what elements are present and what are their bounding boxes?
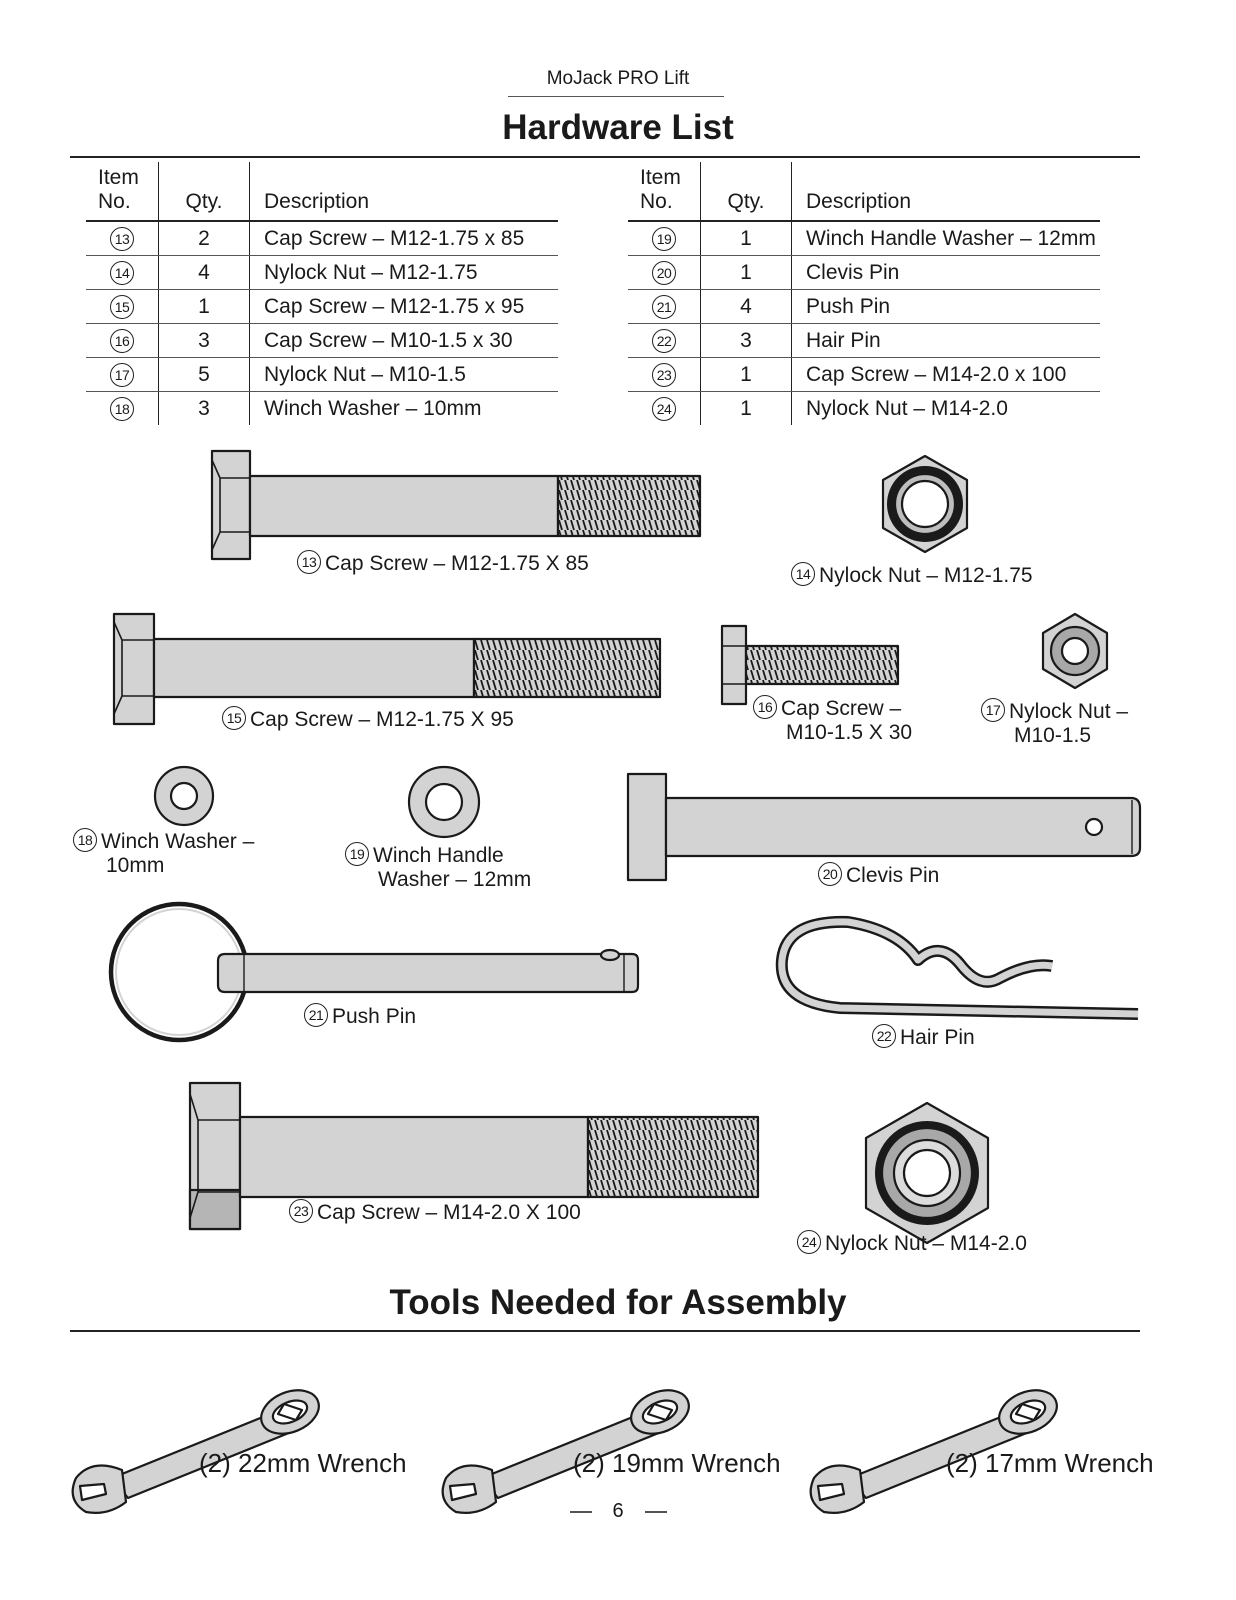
item-number-badge: 23 [652,363,676,387]
tools-title-rule [70,1330,1140,1332]
header-qty: Qty. [159,162,250,221]
qty-cell: 1 [701,392,792,426]
header-description: Description [792,162,1101,221]
qty-cell: 1 [701,358,792,392]
description-cell: Push Pin [792,290,1101,324]
qty-cell: 1 [701,256,792,290]
item-number-badge: 24 [652,397,676,421]
item-number-badge: 13 [110,227,134,251]
label-hair-pin-22: 22 Hair Pin [872,1026,975,1050]
header-item-no: Item No. [628,162,701,221]
qty-cell: 1 [701,221,792,256]
description-cell: Winch Handle Washer – 12mm [792,221,1101,256]
hardware-list-title: Hardware List [502,108,734,147]
description-cell: Winch Washer – 10mm [250,392,559,426]
description-cell: Clevis Pin [792,256,1101,290]
winch-washer-18-icon [155,767,213,825]
qty-cell: 3 [159,324,250,358]
nylock-nut-17-icon [1043,614,1107,688]
label-winch-washer-18: 18 Winch Washer – 10mm [73,830,254,878]
item-number-badge: 15 [110,295,134,319]
item-number-badge: 20 [652,261,676,285]
qty-cell: 2 [159,221,250,256]
running-title: MoJack PRO Lift [546,68,690,89]
hair-pin-22-icon [782,922,1138,1014]
description-cell: Cap Screw – M12-1.75 x 85 [250,221,559,256]
winch-handle-washer-19-icon [409,767,479,837]
nylock-nut-24-icon [866,1103,988,1243]
item-number-badge: 17 [110,363,134,387]
tool-label-19mm-wrench: (2) 19mm Wrench [573,1448,781,1478]
description-cell: Nylock Nut – M12-1.75 [250,256,559,290]
item-number-badge: 19 [652,227,676,251]
item-number-badge: 16 [110,329,134,353]
tool-label-17mm-wrench: (2) 17mm Wrench [946,1448,1154,1478]
cap-screw-13-icon [212,451,700,559]
label-cap-screw-13: 13 Cap Screw – M12-1.75 X 85 [297,552,589,576]
label-nylock-nut-17: 17 Nylock Nut – M10-1.5 [981,700,1128,748]
qty-cell: 5 [159,358,250,392]
qty-cell: 4 [159,256,250,290]
qty-cell: 1 [159,290,250,324]
description-cell: Nylock Nut – M10-1.5 [250,358,559,392]
description-cell: Nylock Nut – M14-2.0 [792,392,1101,426]
item-number-badge: 22 [652,329,676,353]
item-number-badge: 21 [652,295,676,319]
label-nylock-nut-14: 14 Nylock Nut – M12-1.75 [791,564,1033,588]
label-clevis-pin-20: 20 Clevis Pin [818,864,939,888]
description-cell: Hair Pin [792,324,1101,358]
label-cap-screw-15: 15 Cap Screw – M12-1.75 X 95 [222,708,514,732]
qty-cell: 4 [701,290,792,324]
cap-screw-16-icon [722,626,898,704]
tools-section-title: Tools Needed for Assembly [389,1283,847,1322]
description-cell: Cap Screw – M12-1.75 x 95 [250,290,559,324]
header-item-no: Item No. [86,162,159,221]
label-cap-screw-23: 23 Cap Screw – M14-2.0 X 100 [289,1201,581,1225]
label-push-pin-21: 21 Push Pin [304,1005,416,1029]
label-nylock-nut-24: 24 Nylock Nut – M14-2.0 [797,1232,1027,1256]
description-cell: Cap Screw – M14-2.0 x 100 [792,358,1101,392]
header-description: Description [250,162,559,221]
qty-cell: 3 [159,392,250,426]
description-cell: Cap Screw – M10-1.5 x 30 [250,324,559,358]
tool-label-22mm-wrench: (2) 22mm Wrench [199,1448,407,1478]
header-qty: Qty. [701,162,792,221]
item-number-badge: 18 [110,397,134,421]
label-winch-handle-washer-19: 19 Winch Handle Washer – 12mm [345,844,531,892]
nylock-nut-14-icon [883,456,967,552]
page-number: 6 [612,1500,624,1522]
qty-cell: 3 [701,324,792,358]
item-number-badge: 14 [110,261,134,285]
label-cap-screw-16: 16 Cap Screw – M10-1.5 X 30 [753,697,912,745]
